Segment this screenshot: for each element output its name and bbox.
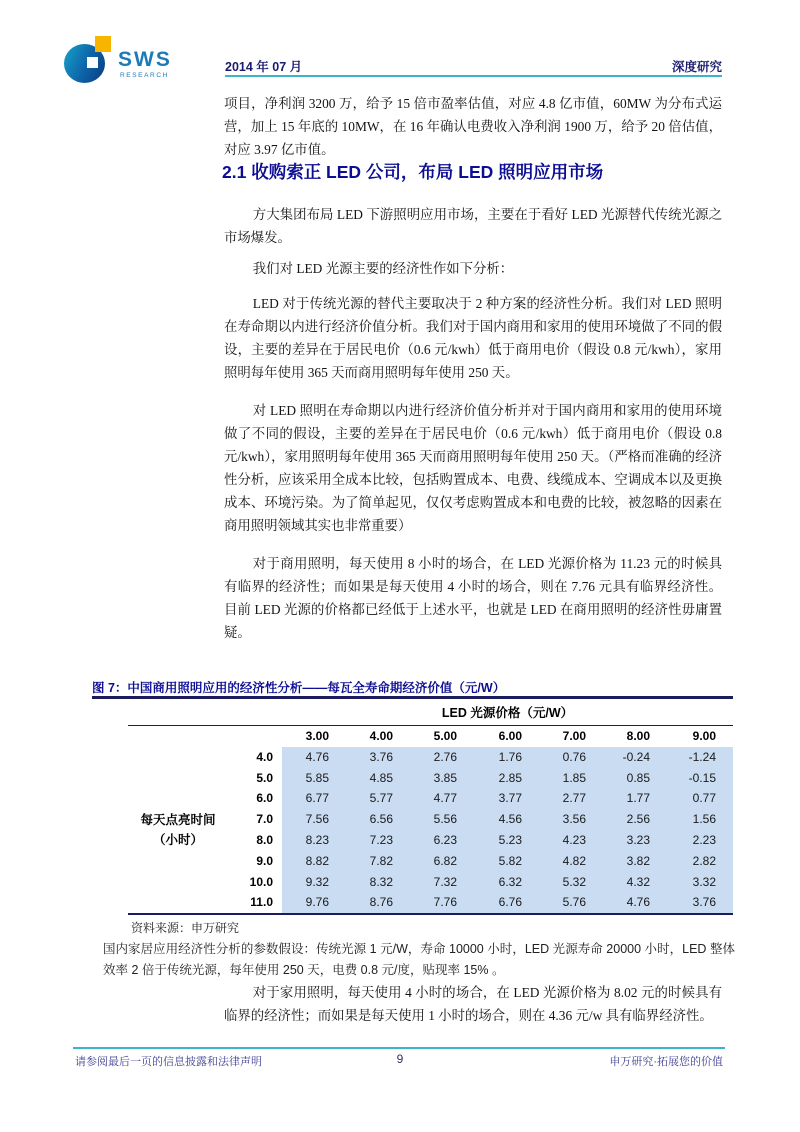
row-hour-label: 6.0 — [228, 788, 282, 809]
table-cell: 8.32 — [346, 871, 410, 892]
table-cell: 2.56 — [603, 809, 667, 830]
logo-notch-icon — [87, 57, 98, 68]
table-cell: 3.77 — [474, 788, 539, 809]
table-cell: 3.76 — [667, 892, 733, 914]
table-cell: 6.77 — [282, 788, 346, 809]
header-rule — [225, 75, 722, 77]
table-cell: 6.23 — [410, 830, 474, 851]
table-cell: 4.82 — [539, 850, 603, 871]
footer-rule — [73, 1047, 725, 1049]
table-empty-corner — [128, 725, 282, 747]
row-group-line2: （小时） — [152, 832, 203, 847]
row-hour-label: 11.0 — [228, 892, 282, 914]
column-header: 7.00 — [562, 729, 586, 743]
body-paragraph: 我们对 LED 光源主要的经济性作如下分析： — [252, 261, 514, 276]
table-cell: 4.77 — [410, 788, 474, 809]
row-hour-label: 4.0 — [228, 747, 282, 768]
table-cell: 3.85 — [410, 767, 474, 788]
table-cell: -1.24 — [667, 747, 733, 768]
economics-table — [128, 699, 733, 915]
header-date: 2014 年 07 月 — [225, 60, 303, 74]
table-cell: -0.15 — [667, 767, 733, 788]
table-cell: -0.24 — [603, 747, 667, 768]
logo-square-icon — [95, 36, 111, 52]
table-cell: 3.56 — [539, 809, 603, 830]
body-paragraph: LED 对于传统光源的替代主要取决于 2 种方案的经济性分析。我们对 LED 照明在寿命期以内进行经济价值分析。我们对于国内商用和家用的使用环境做了不同的假设，主要的差异在于居民电价（0.6 元/kwh）低于商用电价（假设 0.8 元/kwh），家用照明每年使用 365 天而商用照明每年使用 250 天。 — [224, 296, 722, 380]
table-cell: 5.77 — [346, 788, 410, 809]
figure-7 — [92, 678, 733, 915]
figure-caption: 图 7：中国商用照明应用的经济性分析——每瓦全寿命期经济价值（元/W） — [92, 681, 506, 695]
row-group-line1: 每天点亮时间 — [140, 812, 216, 827]
section-heading: 2.1 收购索正 LED 公司，布局 LED 照明应用市场 — [222, 162, 604, 182]
column-header: 8.00 — [626, 729, 650, 743]
table-cell: 8.76 — [346, 892, 410, 914]
table-cell: 7.32 — [410, 871, 474, 892]
body-paragraph: 对于商用照明，每天使用 8 小时的场合，在 LED 光源价格为 11.23 元的时候具有临界的经济性；而如果是每天使用 4 小时的场合，则在 7.76 元具有临界经济性。目前 LED 光源的价格都已经低于上述水平，也就是 LED 在商用照明的经济性毋庸置疑。 — [224, 556, 722, 640]
body-paragraph: 对于家用照明，每天使用 4 小时的场合，在 LED 光源价格为 8.02 元的时候具有临界的经济性；而如果是每天使用 1 小时的场合，则在 4.36 元/w 具有临界经济性。 — [224, 985, 722, 1023]
table-cell: 7.82 — [346, 850, 410, 871]
table-cell: 2.82 — [667, 850, 733, 871]
table-cell: 4.76 — [603, 892, 667, 914]
table-cell: 5.32 — [539, 871, 603, 892]
table-cell: 6.82 — [410, 850, 474, 871]
row-hour-label: 10.0 — [228, 871, 282, 892]
table-cell: 9.32 — [282, 871, 346, 892]
table-cell: 5.56 — [410, 809, 474, 830]
table-cell: 1.77 — [603, 788, 667, 809]
column-header: 9.00 — [692, 729, 716, 743]
table-cell: 4.23 — [539, 830, 603, 851]
logo-subtext: RESEARCH — [120, 72, 169, 79]
table-cell: 0.77 — [667, 788, 733, 809]
table-cell: 3.32 — [667, 871, 733, 892]
column-header: 3.00 — [305, 729, 329, 743]
body-paragraph: 项目，净利润 3200 万，给予 15 倍市盈率估值，对应 4.8 亿市值，60MW 为分布式运营，加上 15 年底的 10MW，在 16 年确认电费收入净利润 1900 万，给予 20 倍估值，对应 3.97 亿市值。 — [224, 96, 722, 157]
table-group-header-row — [128, 699, 733, 726]
table-cell: 3.23 — [603, 830, 667, 851]
row-hour-label: 5.0 — [228, 767, 282, 788]
table-cell: 0.85 — [603, 767, 667, 788]
header-report-type: 深度研究 — [671, 60, 722, 74]
table-cell: 5.23 — [474, 830, 539, 851]
table-cell: 2.76 — [410, 747, 474, 768]
table-cell: 5.76 — [539, 892, 603, 914]
table-cell: 4.56 — [474, 809, 539, 830]
row-hour-label: 8.0 — [228, 830, 282, 851]
assumption-note: 国内家居应用经济性分析的参数假设：传统光源 1 元/W，寿命 10000 小时，LED 光源寿命 20000 小时，LED 整体效率 2 倍于传统光源，每年使用 250 天，电费 0.8 元/度，贴现率 15% 。 — [103, 942, 735, 977]
logo-text: SWS — [118, 48, 172, 71]
sws-logo — [64, 36, 184, 88]
table-column-header-row — [128, 725, 733, 747]
table-cell: 6.76 — [474, 892, 539, 914]
table-cell: 1.85 — [539, 767, 603, 788]
table-cell: 6.32 — [474, 871, 539, 892]
table-cell: 3.82 — [603, 850, 667, 871]
table-cell: 1.76 — [474, 747, 539, 768]
table-cell: 5.85 — [282, 767, 346, 788]
table-cell: 2.77 — [539, 788, 603, 809]
table-empty-corner — [128, 699, 282, 726]
table-cell: 1.56 — [667, 809, 733, 830]
body-paragraph: 方大集团布局 LED 下游照明应用市场，主要在于看好 LED 光源替代传统光源之市场爆发。 — [224, 207, 722, 245]
footer-disclaimer: 请参阅最后一页的信息披露和法律声明 — [75, 1056, 262, 1068]
table-cell: 0.76 — [539, 747, 603, 768]
row-group-header — [128, 747, 228, 914]
column-header: 6.00 — [498, 729, 522, 743]
column-header: 4.00 — [369, 729, 393, 743]
table-cell: 4.85 — [346, 767, 410, 788]
row-hour-label: 7.0 — [228, 809, 282, 830]
table-cell: 2.23 — [667, 830, 733, 851]
table-cell: 8.82 — [282, 850, 346, 871]
table-cell: 5.82 — [474, 850, 539, 871]
page-number: 9 — [396, 1052, 404, 1066]
source-note: 资料来源：申万研究 — [131, 921, 240, 935]
table-cell: 7.76 — [410, 892, 474, 914]
column-header: 5.00 — [433, 729, 457, 743]
table-row — [128, 747, 733, 768]
row-hour-label: 9.0 — [228, 850, 282, 871]
body-paragraph: 对 LED 照明在寿命期以内进行经济价值分析并对于国内商用和家用的使用环境做了不同的假设，主要的差异在于居民电价（0.6 元/kwh）低于商用电价（假设 0.8 元/kwh），家用照明每年使用 365 天而商用照明每年使用 250 天。（严格而准确的经济性分析，应该采用全成本比较，包括购置成本、电费、线缆成本、空调成本以及更换成本、环境污染。为了简单起见，仅仅考虑购置成本和电费的比较，被忽略的因素在商用照明领域其实也非常重要） — [224, 403, 722, 533]
table-cell: 8.23 — [282, 830, 346, 851]
footer-slogan: 申万研究·拓展您的价值 — [609, 1056, 723, 1068]
table-cell: 4.32 — [603, 871, 667, 892]
table-cell: 2.85 — [474, 767, 539, 788]
table-cell: 4.76 — [282, 747, 346, 768]
table-cell: 7.23 — [346, 830, 410, 851]
table-cell: 6.56 — [346, 809, 410, 830]
table-cell: 3.76 — [346, 747, 410, 768]
column-group-header: LED 光源价格（元/W） — [282, 699, 733, 726]
table-cell: 9.76 — [282, 892, 346, 914]
table-cell: 7.56 — [282, 809, 346, 830]
